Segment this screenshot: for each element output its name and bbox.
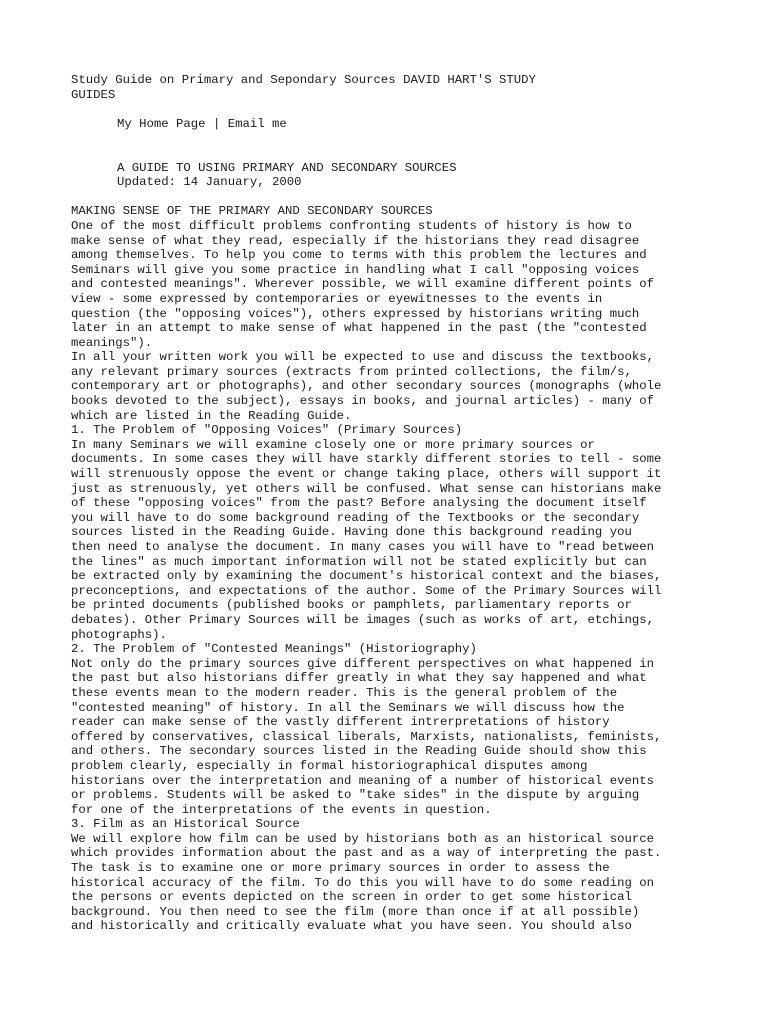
- body-line: contemporary art or photographs), and other secondary sources (monographs (whole: [71, 379, 662, 394]
- body-line: In all your written work you will be expected to use and discuss the textbooks,: [71, 350, 654, 365]
- nav-separator: |: [205, 116, 228, 131]
- body-line: be extracted only by examining the document's historical context and the biases,: [71, 569, 662, 584]
- body-line: you will have to do some background reading of the Textbooks or the secondary: [71, 510, 640, 525]
- guide-title: A GUIDE TO USING PRIMARY AND SECONDARY SOURCES: [117, 160, 457, 175]
- body-line: 1. The Problem of "Opposing Voices" (Primary Sources): [71, 423, 463, 438]
- body-line: historians over the interpretation and meaning of a number of historical events: [71, 773, 654, 788]
- body-line: make sense of what they read, especially if the historians they read disagree: [71, 233, 640, 248]
- body-line: among themselves. To help you come to terms with this problem the lectures and: [71, 248, 647, 263]
- body-line: which are listed in the Reading Guide.: [71, 408, 352, 423]
- body-line: the lines" as much important information will not be stated explicitly but can: [71, 554, 647, 569]
- document-page: [71, 73, 711, 934]
- body-line: or problems. Students will be asked to "take sides" in the dispute by arguing: [71, 788, 640, 803]
- body-line: and historically and critically evaluate what you have seen. You should also: [71, 919, 632, 934]
- home-page-link[interactable]: My Home Page: [117, 116, 206, 131]
- body-line: sources listed in the Reading Guide. Having done this background reading you: [71, 525, 632, 540]
- page-title-line: Study Guide on Primary and Sepondary Sources DAVID HART'S STUDY: [71, 73, 536, 87]
- body-line: and others. The secondary sources listed in the Reading Guide should show this: [71, 744, 647, 759]
- body-line: One of the most difficult problems confronting students of history is how to: [71, 218, 632, 233]
- body-line: books devoted to the subject), essays in books, and journal articles) - many of: [71, 394, 654, 409]
- body-text: [71, 204, 711, 934]
- body-line: the persons or events depicted on the screen in order to get some historical: [71, 890, 632, 905]
- body-line: and contested meanings". Wherever possible, we will examine different points of: [71, 277, 654, 292]
- spacer: [71, 146, 711, 161]
- body-line: debates). Other Primary Sources will be images (such as works of art, etchings,: [71, 612, 654, 627]
- body-line: will strenuously oppose the event or change taking place, others will support it: [71, 467, 662, 482]
- body-line: the past but also historians differ greatly in what they say happened and what: [71, 671, 647, 686]
- body-line: be printed documents (published books or pamphlets, parliamentary reports or: [71, 598, 632, 613]
- body-line: Seminars will give you some practice in handling what I call "opposing voices: [71, 262, 640, 277]
- body-line: which provides information about the past and as a way of interpreting the past.: [71, 846, 662, 861]
- spacer: [71, 102, 711, 117]
- body-line: then need to analyse the document. In many cases you will have to "read between: [71, 540, 654, 554]
- body-line: The task is to examine one or more primary sources in order to assess the: [71, 861, 610, 876]
- body-line: 2. The Problem of "Contested Meanings" (Historiography): [71, 642, 477, 657]
- body-line: background. You then need to see the film (more than once if at all possible): [71, 904, 640, 919]
- body-line: 3. Film as an Historical Source: [71, 817, 300, 832]
- nav-links: [71, 117, 711, 132]
- spacer: [71, 190, 711, 205]
- body-line: preconceptions, and expectations of the author. Some of the Primary Sources will: [71, 583, 662, 598]
- body-line: meanings").: [71, 335, 153, 350]
- body-line: for one of the interpretations of the events in question.: [71, 802, 492, 817]
- body-line: any relevant primary sources (extracts from printed collections, the film/s,: [71, 364, 632, 379]
- body-line: question (the "opposing voices"), others expressed by historians writing much: [71, 306, 640, 321]
- page-title-line: GUIDES: [71, 87, 116, 102]
- body-line: later in an attempt to make sense of what happened in the past (the "contested: [71, 321, 647, 336]
- updated-date: Updated: 14 January, 2000: [117, 175, 302, 190]
- body-line: Not only do the primary sources give different perspectives on what happened in: [71, 656, 654, 671]
- body-line: view - some expressed by contemporaries or eyewitnesses to the events in: [71, 291, 603, 306]
- body-line: MAKING SENSE OF THE PRIMARY AND SECONDARY SOURCES: [71, 204, 433, 219]
- body-line: of these "opposing voices" from the past? Before analysing the document itself: [71, 496, 647, 511]
- spacer: [71, 131, 711, 146]
- email-link[interactable]: Email me: [227, 116, 287, 131]
- body-line: photographs).: [71, 627, 167, 642]
- body-line: We will explore how film can be used by historians both as an historical source: [71, 831, 654, 846]
- body-line: documents. In some cases they will have starkly different stories to tell - some: [71, 452, 662, 467]
- body-line: just as strenuously, yet others will be confused. What sense can historians make: [71, 481, 662, 496]
- body-line: In many Seminars we will examine closely one or more primary sources or: [71, 437, 595, 452]
- body-line: reader can make sense of the vastly different intrerpretations of history: [71, 715, 610, 730]
- body-line: historical accuracy of the film. To do this you will have to do some reading on: [71, 875, 654, 890]
- page-title: [71, 73, 711, 102]
- body-line: problem clearly, especially in formal historiographical disputes among: [71, 758, 588, 773]
- body-line: these events mean to the modern reader. This is the general problem of the: [71, 685, 618, 700]
- body-line: offered by conservatives, classical liberals, Marxists, nationalists, feminists,: [71, 729, 662, 744]
- body-line: "contested meaning" of history. In all the Seminars we will discuss how the: [71, 700, 625, 715]
